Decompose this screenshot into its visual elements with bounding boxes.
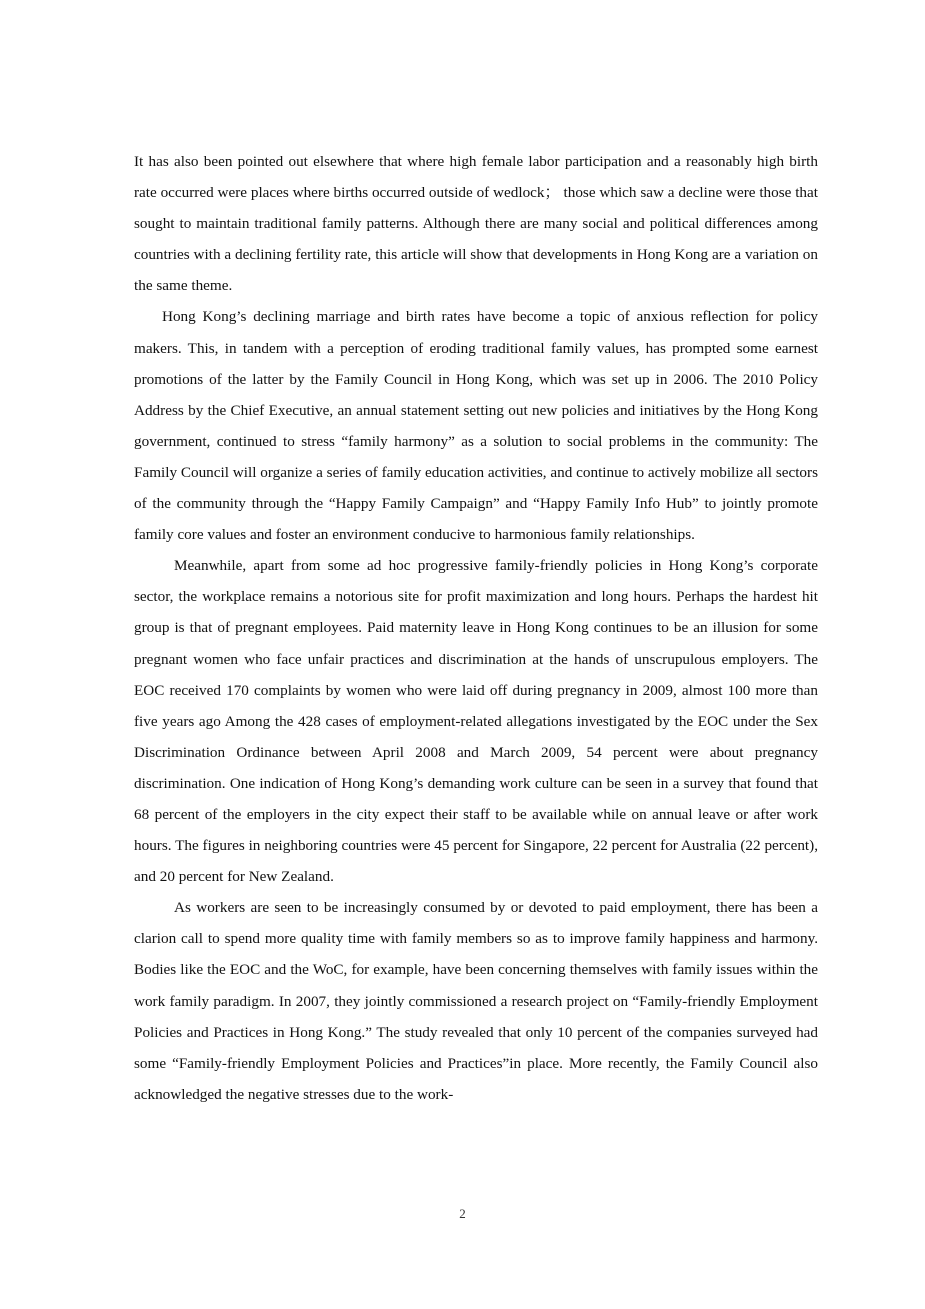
paragraph-fertility-patterns: It has also been pointed out elsewhere that where high female labor participation and a reasonably high birth rate occurred were places where births occurred outside of wedlock； those which saw a decline were those that sought to maintain traditional family patterns. Although there are many social and political differences among countries with a declining fertility rate, this article will show that developments in Hong Kong are a variation on the same theme. — [134, 153, 818, 295]
page-number: 2 — [459, 1206, 466, 1221]
page-body — [134, 146, 818, 1110]
paragraph-family-friendly-policies: As workers are seen to be increasingly consumed by or devoted to paid employment, there has been a clarion call to spend more quality time with family members so as to improve family happiness and harmony. Bodies like the EOC and the WoC, for example, have been concerning themselves with family issues within the work family paradigm. In 2007, they jointly commissioned a research project on “Family-friendly Employment Policies and Practices in Hong Kong.” The study revealed that only 10 percent of the companies surveyed had some “Family-friendly Employment Policies and Practices”in place. More recently, the Family Council also acknowledged the negative stresses due to the work- — [134, 899, 818, 1103]
paragraph-workplace-pregnancy: Meanwhile, apart from some ad hoc progressive family-friendly policies in Hong Kong’s corporate sector, the workplace remains a notorious site for profit maximization and long hours. Perhaps the hardest hit group is that of pregnant employees. Paid maternity leave in Hong Kong continues to be an illusion for some pregnant women who face unfair practices and discrimination at the hands of unscrupulous employers. The EOC received 170 complaints by women who were laid off during pregnancy in 2009, almost 100 more than five years ago Among the 428 cases of employment-related allegations investigated by the EOC under the Sex Discrimination Ordinance between April 2008 and March 2009, 54 percent were about pregnancy discrimination. One indication of Hong Kong’s demanding work culture can be seen in a survey that found that 68 percent of the employers in the city expect their staff to be available while on annual leave or after work hours. The figures in neighboring countries were 45 percent for Singapore, 22 percent for Australia (22 percent), and 20 percent for New Zealand. — [134, 557, 818, 886]
paragraph-family-council: Hong Kong’s declining marriage and birth rates have become a topic of anxious reflection for policy makers. This, in tandem with a perception of eroding traditional family values, has prompted some earnest promotions of the latter by the Family Council in Hong Kong, which was set up in 2006. The 2010 Policy Address by the Chief Executive, an annual statement setting out new policies and initiatives by the Hong Kong government, continued to stress “family harmony” as a solution to social problems in the community: The Family Council will organize a series of family education activities, and continue to actively mobilize all sectors of the community through the “Happy Family Campaign” and “Happy Family Info Hub” to jointly promote family core values and foster an environment conducive to harmonious family relationships. — [134, 308, 818, 544]
